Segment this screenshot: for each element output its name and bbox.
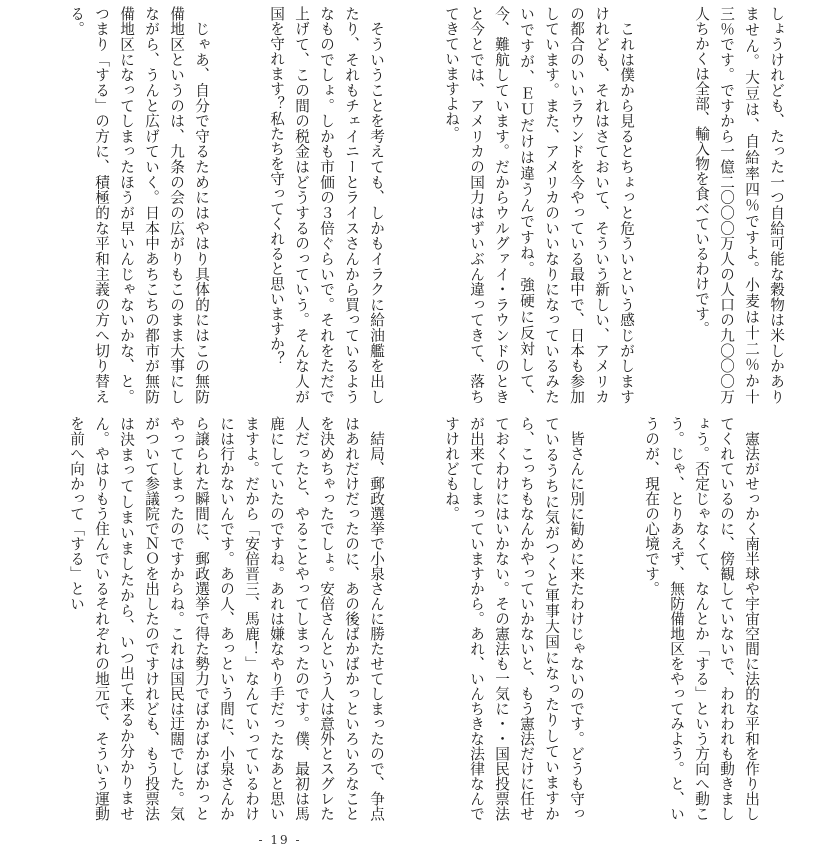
paragraph: じゃあ、自分で守るためにはやはり具体的にはこの無防備地区というのは、九条の会の広がりもこのまま大事にしながら、うんと広げていく。日本中あちこちの都市が無防備地区になってしまったほうが早いんじゃないかな、と。つまり「する」の方に、積極的な平和主義の方へ切り替える。 (68, 6, 210, 404)
lower-vertical-text (14, 416, 814, 821)
upper-vertical-text (14, 6, 839, 404)
page-number: - 19 - (258, 833, 302, 847)
paragraph: 結局、郵政選挙で小泉さんに勝たせてしまったので、争点はあれだけだったのに、あの後ばかばかっといろいろなことを決めちゃったでしょ。安倍さんという人は意外とスグレた人だったと、やることやってしまったのです。僕、最初は馬鹿にしていたのですね。あれは嫌なやり手だったなあと思いますよ。だから「安倍晋三、馬鹿！」なんていっているわけには行かないんです。あの人、あっという間に、小泉さんから譲られた瞬間に、郵政選挙で得た勢力でばかばかばかっとやってしまったのですからね。これは国民は迂闊でした。気がついて参議院でＮＯを出したのですけれども、もう投票法は決まってしまいましたから、いつ出て来るか分かりません。やはりもう住んでいるそれぞれの地元で、そういう運動を前へ向かって「する」とい (68, 416, 385, 821)
paragraph: しょうけれども、たった一つ自給可能な穀物は米しかありません。大豆は、自給率四％ですよ。小麦は十二％か十三％です。ですから一億二〇〇〇万人の人口の九〇〇〇万人ちかくは全部、輸入物を食べているわけです。 (693, 6, 785, 404)
paragraph: 憲法がせっかく南半球や宇宙空間に法的な平和を作り出してくれているのに、傍観していないで、われわれも動きましょう。否定じゃなくて、なんとか「する」という方向へ動こう。じゃ、とりあえず、無防備地区をやってみよう。と、いうのが、現在の心境です。 (643, 416, 760, 821)
paragraph: これは僕から見るとちょっと危ういという感じがしますけれども、それはさておいて、そういう新しい、アメリカの都合のいいラウンドを今やっている最中で、日本も参加しています。また、アメリカのいいなりになっているみたいですが、ＥＵだけは違うんですね。強硬に反対して、今、難航しています。だからウルグァイ・ラウンドのときと今とでは、アメリカの国力はずいぶん違ってきて、落ちてきていますよね。 (443, 6, 635, 404)
paragraph: 皆さんに別に勧めに来たわけじゃないのです。どうも守っているうちに気がつくと軍事大国になったりしていますから、こっちもなんかやっていかないと、もう憲法だけに任せておくわけにはいかない。その憲法も一気に・・国民投票法が出来てしまっていますから。あれ、いんちきな法律なんですけれどもね。 (443, 416, 585, 821)
upper-text-block (14, 6, 785, 404)
paragraph: そういうことを考えても、しかもイラクに給油艦を出したり、それもチェイニーとライスさんから買っているようなものでしょ。しかも市価の３倍ぐらいで。それをただで上げて、この間の税金はどうするのっていう。そんな人が国を守れます？私たちを守ってくれると思いますか？ (268, 6, 385, 404)
lower-text-block (14, 416, 760, 821)
